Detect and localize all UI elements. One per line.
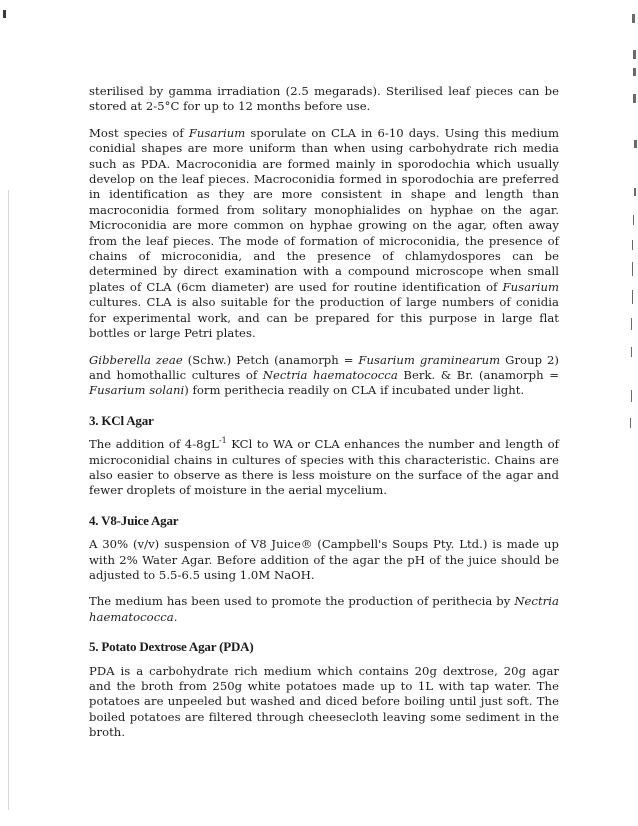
species-gibberella-zeae: Gibberella zeae — [89, 352, 183, 367]
heading-kcl-agar: 3. KCl Agar — [89, 412, 154, 428]
text-run: (Schw.) Petch (anamorph = — [182, 352, 359, 367]
paragraph-pda: PDA is a carbohydrate rich medium which contains 20g dextrose, 20g agar and the broth from 250g white potatoes made up to 1L with tap water. The potatoes are unpeeled but washed and diced before boiling until just soft. The boiled potatoes are filtered through cheesecloth leaving some sediment in the broth. — [89, 663, 559, 740]
paragraph-v8-perithecia — [89, 594, 559, 625]
text-run: Most species of — [89, 125, 189, 140]
text-run: ) form perithecia readily on CLA if incubated under light. — [184, 383, 525, 398]
scan-edge-line — [8, 190, 9, 810]
genus-fusarium: Fusarium — [502, 279, 559, 294]
superscript: -1 — [218, 436, 227, 446]
paragraph-kcl — [89, 437, 559, 499]
paragraph-v8-suspension: A 30% (v/v) suspension of V8 Juice® (Campbell's Soups Pty. Ltd.) is made up with 2% Water Agar. Before addition of the agar the pH of the juice should be adjusted to 5.5-6.5 using 1.0M NaOH. — [89, 537, 559, 582]
species-fusarium-graminearum: Fusarium graminearum — [358, 352, 501, 367]
text-run: Group 2) and homothallic cultures of — [89, 352, 559, 382]
text-run: sporulate on CLA in 6-10 days. Using this medium conidial shapes are more uniform than when using carbohydrate rich media such as PDA. Macroconidia are formed mainly in sporodochia which usually develop on the leaf pieces. Macroconidia formed in sporodochia are preferred in identification as they are more consistent in shape and length than macroconidia formed from solitary monophialides on hyphae on the agar. Microconidia are more common on hyphae growing on the agar, often away from the leaf pieces. The mode of formation of microconidia, the presence of chains of microconidia, and the presence of chlamydospores can be determined by direct examination with a compound microscope when small plates of CLA (6cm diameter) are used for routine identification of — [89, 125, 559, 294]
text-run: cultures. CLA is also suitable for the production of large numbers of conidia for experimental work, and can be prepared for this purpose in large flat bottles or large Petri plates. — [89, 295, 559, 341]
species-fusarium-solani: Fusarium solani — [89, 383, 185, 398]
scan-mark — [3, 10, 6, 18]
scan-right-edge — [608, 0, 638, 826]
text-run: . — [173, 609, 178, 624]
species-nectria-haematococca: Nectria haematococca — [262, 367, 398, 382]
heading-v8-juice-agar: 4. V8-Juice Agar — [89, 512, 179, 528]
paragraph-perithecia — [89, 353, 559, 399]
paragraph-cla-sporulation — [89, 126, 559, 342]
paragraph-sterilisation: sterilised by gamma irradiation (2.5 megarads). Sterilised leaf pieces can be stored at 2-5°C for up to 12 months before use. — [89, 84, 559, 114]
text-run: KCl to WA or CLA enhances the number and length of microconidial chains in cultures of species with this characteristic. Chains are also easier to observe as there is less moisture on the surface of the agar and fewer droplets of moisture in the aerial mycelium. — [89, 437, 559, 498]
text-run: The medium has been used to promote the production of perithecia by — [89, 594, 515, 609]
species-nectria-haematococca: Nectria haematococca — [89, 594, 559, 624]
heading-pda: 5. Potato Dextrose Agar (PDA) — [89, 639, 254, 655]
genus-fusarium: Fusarium — [188, 125, 246, 140]
document-page — [89, 84, 559, 752]
text-run: The addition of 4-8gL — [89, 437, 219, 452]
text-run: Berk. & Br. (anamorph = — [397, 367, 559, 382]
